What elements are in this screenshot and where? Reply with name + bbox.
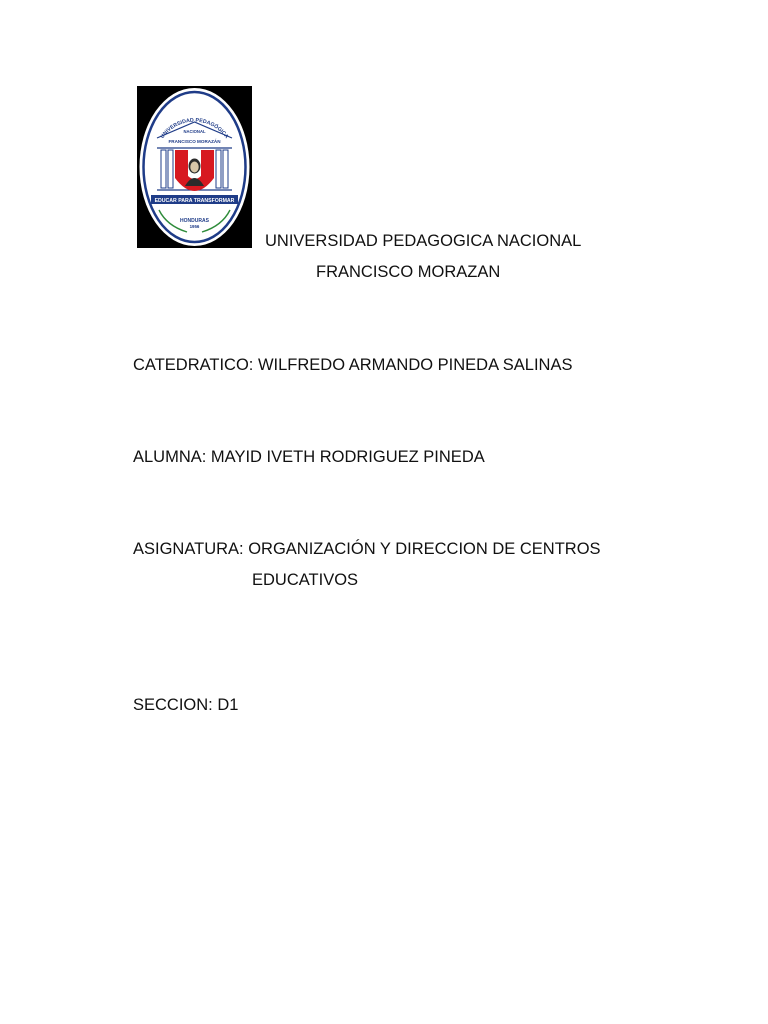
seal-year-text: 1956 [189,224,200,229]
seal-motto-text: EDUCAR PARA TRANSFORMAR [154,197,235,204]
university-name-line-2: FRANCISCO MORAZAN [316,263,501,281]
university-name-line-1: UNIVERSIDAD PEDAGOGICA NACIONAL [265,232,582,250]
asignatura-line-1: ASIGNATURA: ORGANIZACIÓN Y DIRECCION DE CENTROS [133,540,601,558]
seccion-line: SECCION: D1 [133,696,239,714]
seal-arc-text: UNIVERSIDAD PEDAGÓGICA [159,117,230,140]
catedratico-line: CATEDRATICO: WILFREDO ARMANDO PINEDA SALINAS [133,356,573,374]
seal-nacional-text: NACIONAL [183,129,206,134]
seal-name-text: FRANCISCO MORAZÁN [168,139,221,144]
alumna-line: ALUMNA: MAYID IVETH RODRIGUEZ PINEDA [133,448,485,466]
asignatura-line-2: EDUCATIVOS [252,571,359,589]
university-seal-logo [137,86,252,248]
seal-country-text: HONDURAS [180,218,209,224]
